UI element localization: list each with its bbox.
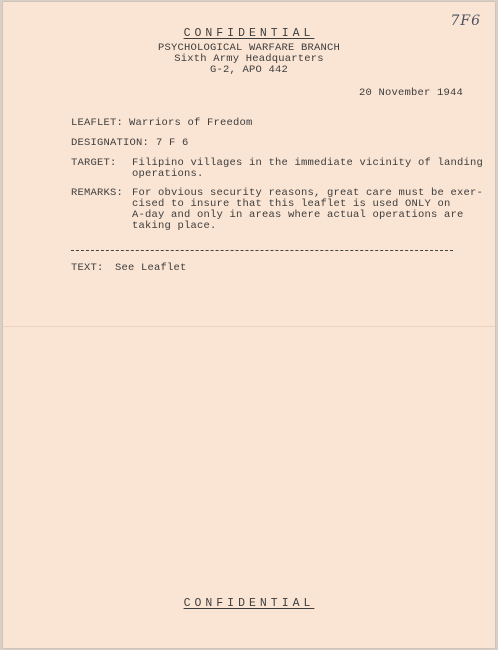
remarks-line2: cised to insure that this leaflet is used ONLY on (132, 198, 451, 210)
remarks-line4: taking place. (132, 220, 217, 232)
text-label: TEXT: (71, 262, 104, 274)
remarks-line1: For obvious security reasons, great care must be exer- (132, 187, 484, 199)
designation-value: 7 F 6 (156, 137, 189, 149)
document-page (3, 2, 495, 648)
remarks-line3: A-day and only in areas where actual operations are (132, 209, 464, 221)
header-org-line1: PSYCHOLOGICAL WARFARE BRANCH (157, 42, 341, 54)
header-org-line3: G-2, APO 442 (209, 64, 288, 76)
footer-classification: CONFIDENTIAL (183, 597, 315, 610)
header-classification: CONFIDENTIAL (183, 27, 315, 40)
target-label: TARGET: (71, 157, 117, 169)
designation-label: DESIGNATION: (71, 137, 150, 149)
leaflet-value: Warriors of Freedom (129, 117, 253, 129)
target-line1: Filipino villages in the immediate vicinity of landing (132, 157, 484, 169)
document-date: 20 November 1944 (359, 87, 464, 99)
target-line2: operations. (132, 168, 204, 180)
leaflet-label: LEAFLET: (71, 117, 124, 129)
section-divider (71, 250, 453, 251)
paper-fold (3, 326, 495, 327)
remarks-label: REMARKS: (71, 187, 124, 199)
header-org-line2: Sixth Army Headquarters (174, 53, 324, 65)
handwritten-code: 7F6 (450, 13, 481, 29)
text-value: See Leaflet (115, 262, 187, 274)
